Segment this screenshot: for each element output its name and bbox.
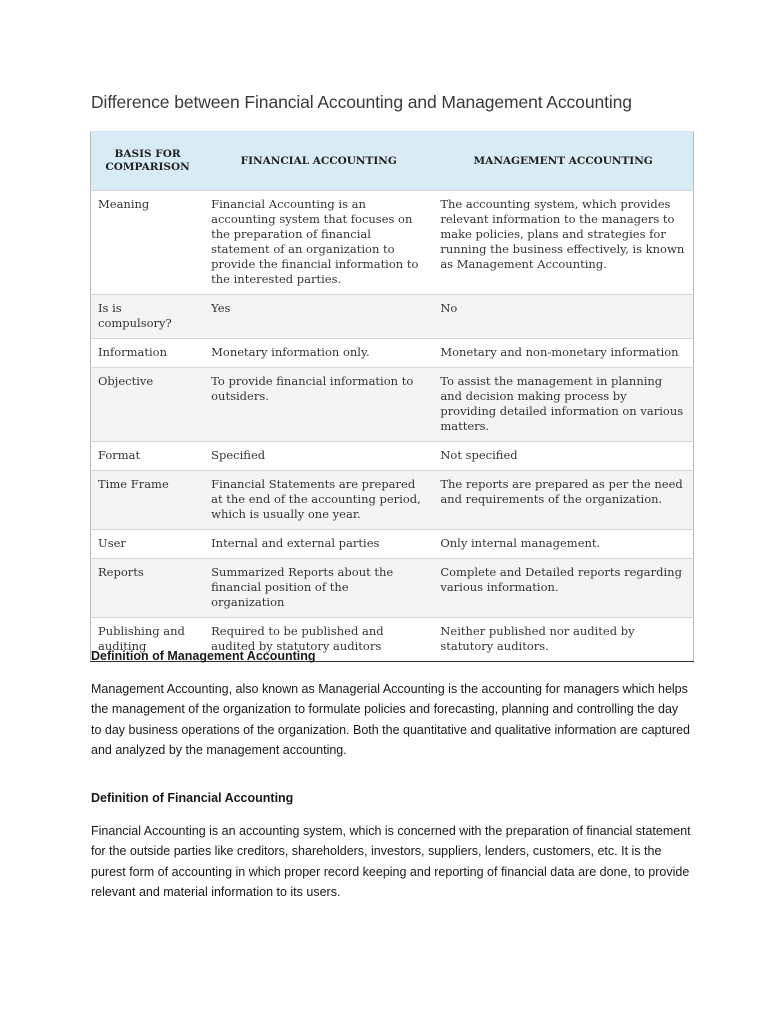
comparison-table <box>90 131 694 662</box>
management-accounting-heading: Definition of Management Accounting <box>91 649 316 663</box>
cell-financial: Specified <box>204 442 433 471</box>
cell-financial: Internal and external parties <box>204 530 433 559</box>
cell-financial: Monetary information only. <box>204 339 433 368</box>
cell-basis: Reports <box>91 559 205 618</box>
cell-management: The reports are prepared as per the need and requirements of the organization. <box>433 471 693 530</box>
financial-accounting-heading: Definition of Financial Accounting <box>91 791 294 805</box>
financial-accounting-definition: Financial Accounting is an accounting system, which is concerned with the preparation of financial statement for the outside parties like creditors, shareholders, investors, suppliers, lenders, customers, etc. It is the purest form of accounting in which proper record keeping and reporting of financial data are done, to provide relevant and material information to its users. <box>91 824 691 899</box>
cell-management: Not specified <box>433 442 693 471</box>
table-row <box>91 368 694 442</box>
management-accounting-definition: Management Accounting, also known as Managerial Accounting is the accounting for managers which helps the management of the organization to formulate policies and forecasting, planning and controlling the day to day business operations of the organization. Both the quantitative and qualitative information are captured and analyzed by the management accounting. <box>91 682 690 757</box>
cell-management: The accounting system, which provides relevant information to the managers to make policies, plans and strategies for running the business effectively, is known as Management Accounting. <box>433 191 693 295</box>
page-title: Difference between Financial Accounting and Management Accounting <box>91 92 632 112</box>
table-header-row <box>91 132 694 191</box>
table-row <box>91 295 694 339</box>
table-row <box>91 559 694 618</box>
cell-financial: Yes <box>204 295 433 339</box>
cell-financial: Financial Statements are prepared at the end of the accounting period, which is usually one year. <box>204 471 433 530</box>
cell-basis: Meaning <box>91 191 205 295</box>
table-row <box>91 530 694 559</box>
table-row <box>91 339 694 368</box>
table-row <box>91 442 694 471</box>
table-row <box>91 191 694 295</box>
cell-management: To assist the management in planning and decision making process by providing detailed information on various matters. <box>433 368 693 442</box>
cell-financial: Summarized Reports about the financial position of the organization <box>204 559 433 618</box>
cell-management: Neither published nor audited by statutory auditors. <box>433 618 693 662</box>
cell-basis: Information <box>91 339 205 368</box>
cell-basis: Format <box>91 442 205 471</box>
header-financial-accounting: FINANCIAL ACCOUNTING <box>204 132 433 191</box>
cell-basis: Time Frame <box>91 471 205 530</box>
cell-financial: Financial Accounting is an accounting system that focuses on the preparation of financial statement of an organization to provide the financial information to the interested parties. <box>204 191 433 295</box>
cell-basis: User <box>91 530 205 559</box>
header-management-accounting: MANAGEMENT ACCOUNTING <box>433 132 693 191</box>
cell-financial: Required to be published and audited by statutory auditors <box>204 618 433 662</box>
cell-basis: Is is compulsory? <box>91 295 205 339</box>
header-basis: BASIS FOR COMPARISON <box>91 132 205 191</box>
cell-management: Complete and Detailed reports regarding various information. <box>433 559 693 618</box>
cell-basis: Objective <box>91 368 205 442</box>
cell-management: No <box>433 295 693 339</box>
cell-management: Monetary and non-monetary information <box>433 339 693 368</box>
cell-financial: To provide financial information to outsiders. <box>204 368 433 442</box>
cell-management: Only internal management. <box>433 530 693 559</box>
table-row <box>91 471 694 530</box>
cell-basis: Publishing and auditing <box>91 618 205 662</box>
